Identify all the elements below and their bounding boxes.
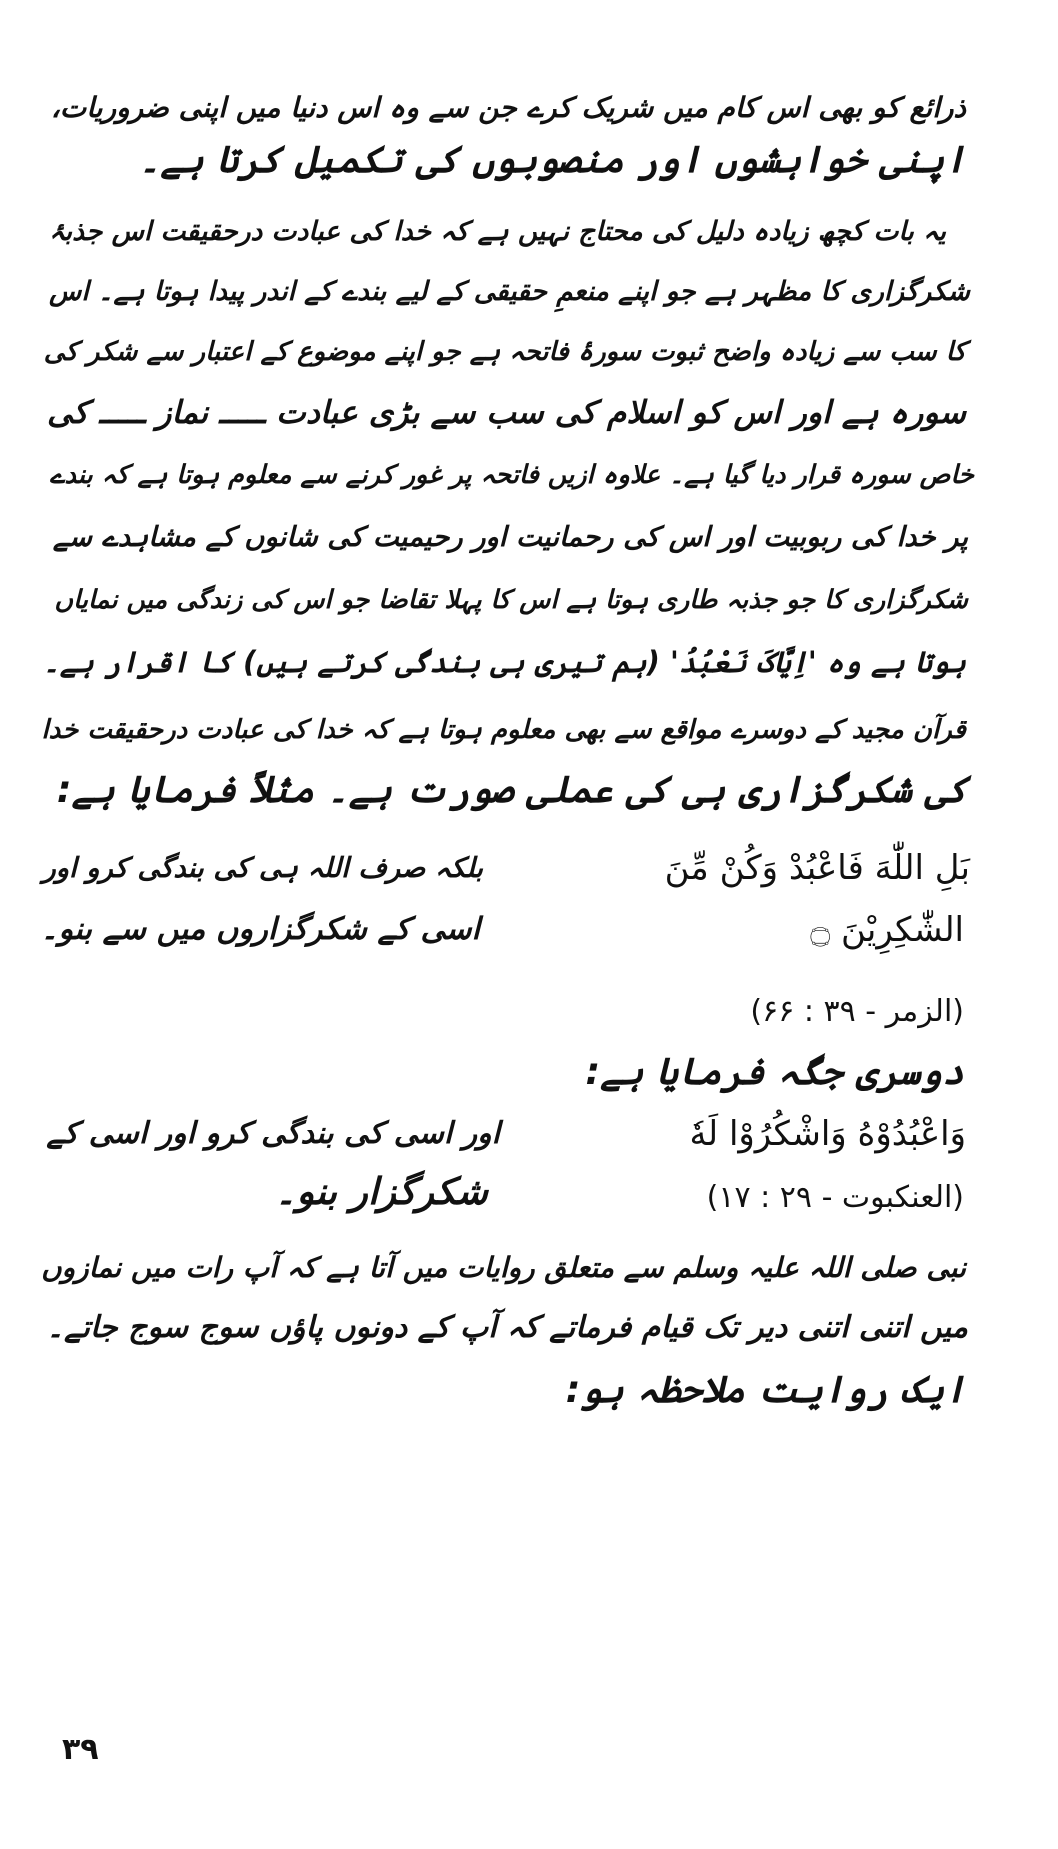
verse-reference: (الزمر - ۳۹ : ۶۶) xyxy=(750,994,964,1029)
quran-verse-translation: اور اسی کی بندگی کرو اور اسی کے xyxy=(46,1116,500,1151)
quran-verse-translation: بلکہ صرف اللہ ہی کی بندگی کرو اور xyxy=(42,852,483,884)
text-line: کی شکرگزاری ہی کی عملی صورت ہے۔ مثلاً فرمایا ہے: xyxy=(56,768,968,811)
text-line: ذرائع کو بھی اس کام میں شریک کرے جن سے وہ اس دنیا میں اپنی ضروریات، xyxy=(50,91,966,124)
text-line: قرآن مجید کے دوسرے مواقع سے بھی معلوم ہوتا ہے کہ خدا کی عبادت درحقیقت خدا xyxy=(41,715,966,745)
text-line: سورہ ہے اور اس کو اسلام کی سب سے بڑی عبادت ـــــ نماز ـــــ کی xyxy=(46,395,966,431)
quran-verse-translation: اسی کے شکرگزاروں میں سے بنو۔ xyxy=(40,912,480,947)
verse-reference: (العنکبوت - ۲۹ : ۱۷) xyxy=(706,1180,964,1215)
text-line: کا سب سے زیادہ واضح ثبوت سورۂ فاتحہ ہے جو اپنے موضوع کے اعتبار سے شکر کی xyxy=(43,337,966,367)
page-number: ۳۹ xyxy=(62,1732,99,1767)
text-line: شکرگزاری کا جو جذبہ طاری ہوتا ہے اس کا پہلا تقاضا جو اس کی زندگی میں نمایاں xyxy=(54,585,968,615)
quran-verse-arabic: وَاعْبُدُوْهُ وَاشْكُرُوْا لَهٗ xyxy=(689,1114,966,1154)
text-line: شکرگزاری کا مظہر ہے جو اپنے منعمِ حقیقی کے لیے بندے کے اندر پیدا ہوتا ہے۔ اس xyxy=(48,276,970,307)
text-line: پر خدا کی ربوبیت اور اس کی رحمانیت اور رحیمیت کی شانوں کے مشاہدے سے xyxy=(52,521,968,553)
text-line: دوسری جگہ فرمایا ہے: xyxy=(585,1050,964,1093)
text-line: اپنی خواہشوں اور منصوبوں کی تکمیل کرتا ہے۔ xyxy=(138,138,966,181)
text-line: ایک روایت ملاحظہ ہو: xyxy=(565,1368,966,1411)
quran-verse-arabic: بَلِ اللّٰهَ فَاعْبُدْ وَكُنْ مِّنَ xyxy=(664,848,970,888)
text-line: خاص سورہ قرار دیا گیا ہے۔ علاوہ ازیں فاتحہ پر غور کرنے سے معلوم ہوتا ہے کہ بندے xyxy=(49,460,974,490)
text-line: نبی صلی اللہ علیہ وسلم سے متعلق روایات میں آتا ہے کہ آپ رات میں نمازوں xyxy=(41,1251,966,1284)
quran-verse-translation: شکرگزار بنو۔ xyxy=(274,1170,488,1213)
text-line: یہ بات کچھ زیادہ دلیل کی محتاج نہیں ہے کہ خدا کی عبادت درحقیقت اس جذبۂ xyxy=(49,216,946,247)
text-line: میں اتنی اتنی دیر تک قیام فرماتے کہ آپ کے دونوں پاؤں سوج سوج جاتے۔ xyxy=(46,1310,968,1345)
text-line: ہوتا ہے وہ 'اِیَّاکَ نَعْبُدُ' (ہم تیری ہی بندگی کرتے ہیں) کا اقرار ہے۔ xyxy=(42,645,966,679)
quran-verse-arabic: الشّٰكِرِيْنَ ۝ xyxy=(810,910,964,950)
